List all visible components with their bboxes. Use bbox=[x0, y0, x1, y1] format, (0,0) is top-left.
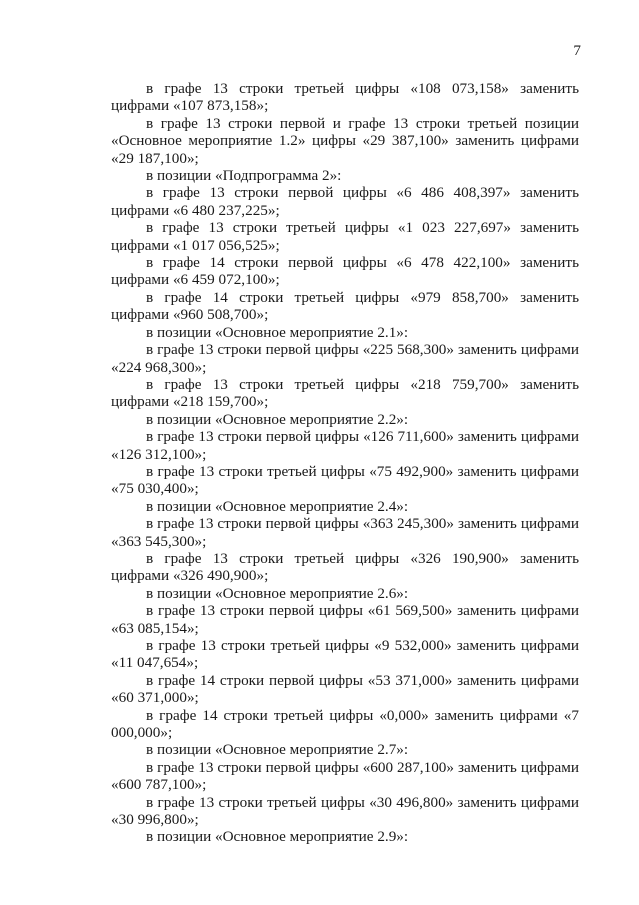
paragraph: в графе 13 строки третьей цифры «326 190,900» заменить цифрами «326 490,900»; bbox=[111, 549, 579, 585]
page-number: 7 bbox=[573, 42, 581, 59]
paragraph: в графе 13 строки первой цифры «6 486 408,397» заменить цифрами «6 480 237,225»; bbox=[111, 184, 579, 219]
paragraph: в графе 14 строки третьей цифры «979 858,700» заменить цифрами «960 508,700»; bbox=[111, 288, 579, 324]
paragraph: в графе 13 строки первой цифры «61 569,500» заменить цифрами «63 085,154»; bbox=[111, 602, 579, 637]
paragraph: в позиции «Основное мероприятие 2.4»: bbox=[146, 497, 409, 515]
paragraph: в графе 13 строки третьей цифры «218 759,700» заменить цифрами «218 159,700»; bbox=[111, 375, 579, 411]
paragraph: в позиции «Подпрограмма 2»: bbox=[146, 167, 342, 185]
paragraph: в позиции «Основное мероприятие 2.1»: bbox=[146, 323, 409, 341]
paragraph: в графе 14 строки третьей цифры «0,000» заменить цифрами «7 000,000»; bbox=[111, 706, 579, 742]
paragraph: в графе 13 строки третьей цифры «30 496,800» заменить цифрами «30 996,800»; bbox=[111, 793, 579, 829]
paragraph: в позиции «Основное мероприятие 2.9»: bbox=[146, 828, 409, 846]
paragraph: в графе 13 строки первой цифры «126 711,600» заменить цифрами «126 312,100»; bbox=[111, 428, 579, 463]
paragraph: в графе 13 строки первой цифры «363 245,300» заменить цифрами «363 545,300»; bbox=[111, 515, 579, 550]
paragraph: в позиции «Основное мероприятие 2.6»: bbox=[146, 584, 409, 602]
paragraph: в позиции «Основное мероприятие 2.2»: bbox=[146, 410, 409, 428]
paragraph: в графе 13 строки третьей цифры «75 492,900» заменить цифрами «75 030,400»; bbox=[111, 462, 579, 498]
paragraph: в графе 13 строки третьей цифры «1 023 227,697» заменить цифрами «1 017 056,525»; bbox=[111, 219, 579, 254]
paragraph: в графе 14 строки первой цифры «53 371,000» заменить цифрами «60 371,000»; bbox=[111, 671, 579, 707]
paragraph: в графе 13 строки первой цифры «225 568,300» заменить цифрами «224 968,300»; bbox=[111, 341, 579, 376]
paragraph: в позиции «Основное мероприятие 2.7»: bbox=[146, 741, 409, 759]
document-body bbox=[111, 80, 579, 846]
paragraph: в графе 13 строки третьей цифры «108 073,158» заменить цифрами «107 873,158»; bbox=[111, 80, 579, 115]
paragraph: в графе 13 строки первой цифры «600 287,100» заменить цифрами «600 787,100»; bbox=[111, 758, 579, 794]
paragraph: в графе 13 строки первой и графе 13 строки третьей позиции «Основное мероприятие 1.2» цифры «29 387,100» заменить цифрами «29 187,100»; bbox=[111, 114, 579, 167]
paragraph: в графе 14 строки первой цифры «6 478 422,100» заменить цифрами «6 459 072,100»; bbox=[111, 254, 579, 289]
paragraph: в графе 13 строки третьей цифры «9 532,000» заменить цифрами «11 047,654»; bbox=[111, 637, 579, 672]
